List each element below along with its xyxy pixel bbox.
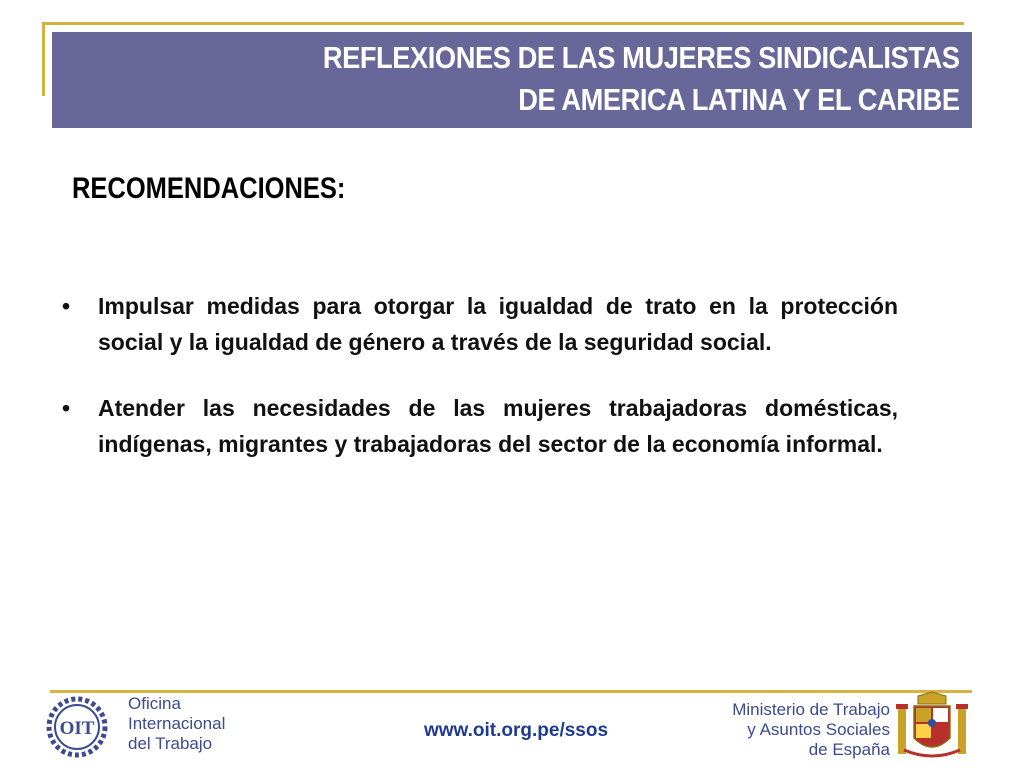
bullet-marker: • bbox=[62, 293, 71, 319]
spain-coat-of-arms-icon bbox=[894, 690, 970, 764]
recommendations-list bbox=[58, 288, 898, 492]
section-heading: RECOMENDACIONES: bbox=[72, 172, 346, 205]
list-item bbox=[58, 288, 898, 360]
footer-url-link[interactable]: www.oit.org.pe/ssos bbox=[424, 720, 609, 741]
title-band bbox=[52, 32, 972, 128]
oit-line: Oficina bbox=[128, 694, 181, 713]
page-title-line-1: REFLEXIONES DE LAS MUJERES SINDICALISTAS bbox=[323, 40, 960, 75]
list-item bbox=[58, 390, 898, 462]
list-item-text: Impulsar medidas para otorgar la igualdad de trato en la protección social y la igualdad de género a través de la seguridad social. bbox=[98, 293, 898, 355]
bullet-marker: • bbox=[62, 395, 71, 421]
oit-logo-text: OIT bbox=[59, 718, 95, 739]
top-gold-rule bbox=[42, 22, 964, 25]
ministerio-line: y Asuntos Sociales bbox=[747, 720, 890, 739]
ministerio-line: de España bbox=[808, 740, 890, 759]
page-title-line-2: DE AMERICA LATINA Y EL CARIBE bbox=[518, 82, 960, 117]
left-gold-rule bbox=[42, 22, 45, 96]
oit-line: Internacional bbox=[128, 714, 226, 733]
oit-line: del Trabajo bbox=[128, 734, 213, 753]
footer-gold-rule bbox=[50, 690, 972, 693]
ministerio-line: Ministerio de Trabajo bbox=[732, 700, 890, 719]
ministerio-name bbox=[732, 700, 890, 760]
oit-organization-name bbox=[128, 694, 225, 754]
oit-logo-icon bbox=[44, 694, 124, 760]
list-item-text: Atender las necesidades de las mujeres trabajadoras domésticas, indígenas, migrantes y trabajadoras del sector de la economía informal. bbox=[98, 395, 898, 457]
